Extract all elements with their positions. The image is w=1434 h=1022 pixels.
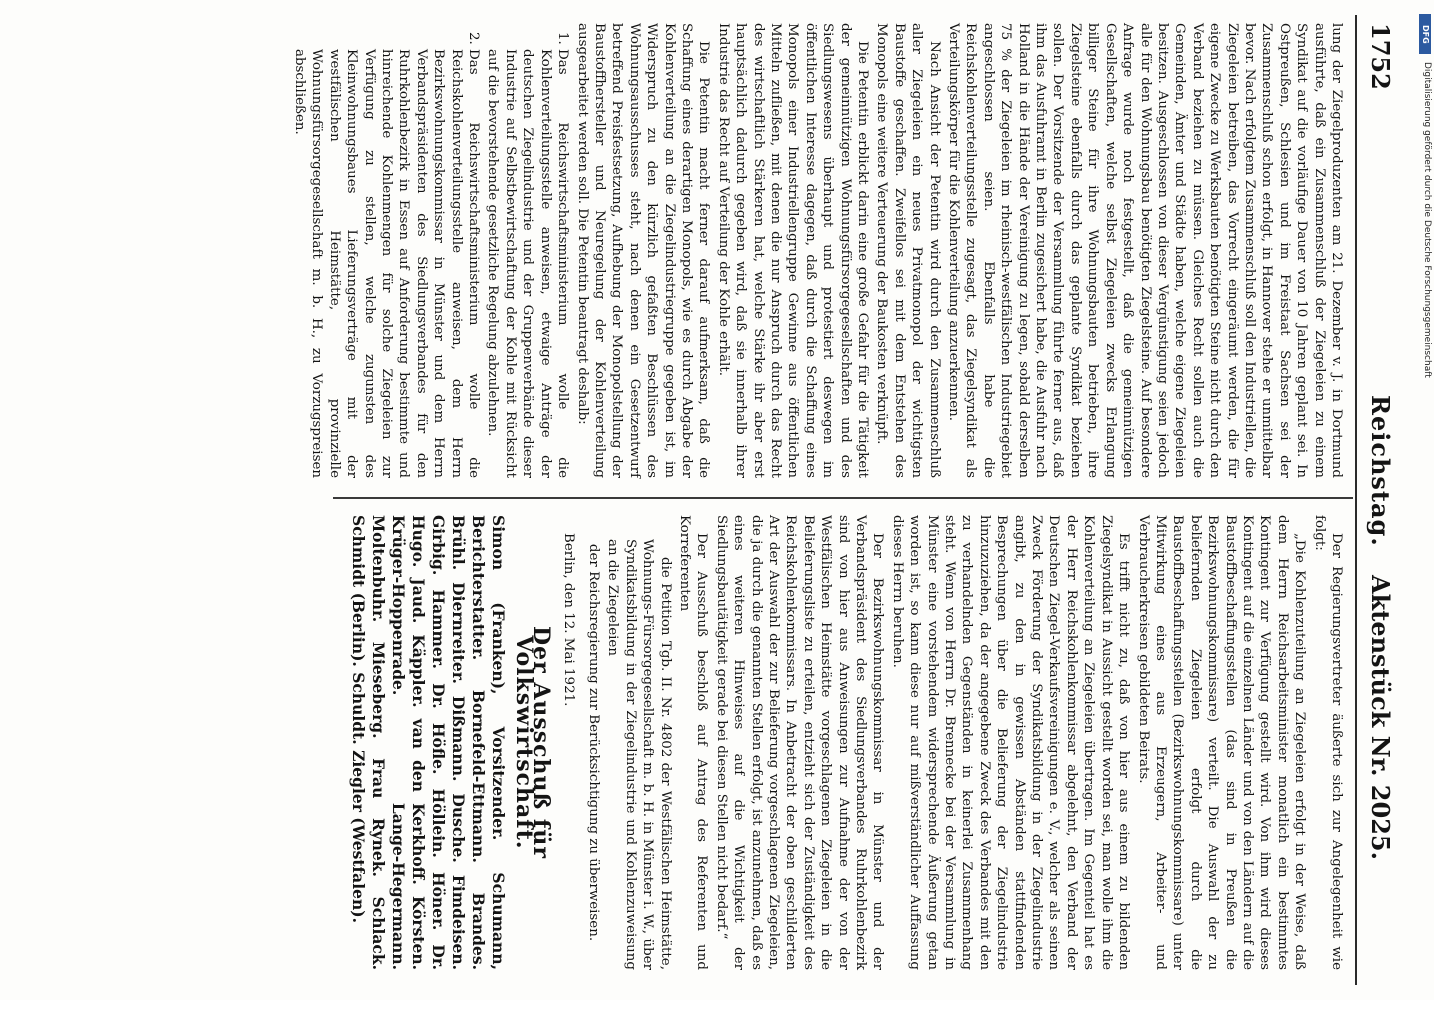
document-number: Aktenstück Nr. 2025.	[1366, 575, 1395, 860]
resolution-end: der Reichsregierung zur Berücksichtigung zu überweisen.	[585, 543, 601, 942]
header-title: Reichstag.	[1366, 395, 1395, 547]
dfg-logo: DFG	[1419, 14, 1431, 54]
request-list	[291, 23, 572, 478]
column-divider	[333, 497, 1353, 499]
header-rule	[1355, 15, 1357, 985]
paragraph: lung der Ziegelproduzenten am 21. Dezember v. J. in Dortmund ausführte, daß ein Zusammenschluß der Ziegeleien zu einem Syndikat auf die vorläufige Dauer von 10 Jahren geplant sei. In Ostpreußen, Schlesien und im Freistaat Sachsen sei der Zusammenschluß schon erfolgt, in Hannover stehe er unmittelbar bevor. Nach erfolgtem Zusammenschluß soll den Industriellen, die Ziegeleien betreiben, das Vorrecht eingeräumt werden, die für eigene Zwecke zu Werksbauten benötigten Steine nicht durch den Verband beziehen zu müssen. Gleiches Recht sollen auch die Gemeinden, Ämter und Städte haben, welche eigene Ziegeleien besitzen. Ausgeschlossen von dieser Vergünstigung seien jedoch alle für den Wohnungsbau benötigten Ziegelsteine. Auf besondere Anfrage wurde noch festgestellt, daß die gemeinnützigen Gesellschaften, welche selbst Ziegeleien zwecks Erlangung billiger Steine für ihre Wohnungsbauten betrieben, ihre Ziegelsteine ebenfalls durch das geplante Syndikat beziehen sollen. Der Vorsitzende der Versammlung führte ferner aus, daß ihm das Ausfuhramt in Berlin zugesichert habe, die Ausfuhr nach Holland in die Hände der Vereinigung zu legen, sobald derselben 75 % der Ziegeleien im rheinisch-westfälischen Industriegebiet angeschlossen seien. Ebenfalls habe die Reichskohlenverteilungsstelle zugesagt, das Ziegelsyndikat als Verteilungskörper für die Kohlenverteilung anzuerkennen.	[946, 23, 1344, 478]
left-column	[289, 23, 1345, 478]
date-line: Berlin, den 12. Mai 1921.	[560, 533, 576, 707]
resolution-text: die Petition Tgb. II. Nr. 4802 der Westfälischen Heimstätte, Wohnungs-Fürsorgegesellschaft m. b. H. in Münster i. W., über Syndikatsbildung in der Ziegelindustrie und Kohlenzuweisung an die Ziegeleien	[605, 539, 673, 970]
paragraph: Der Regierungsvertreter äußerte sich zur Angelegenheit wie folgt:	[1311, 515, 1344, 970]
paragraph: Der Ausschuß beschloß auf Antrag des Referenten und Korreferenten	[676, 515, 710, 970]
rotated-document-page	[25, 15, 1405, 985]
digitization-credit	[1418, 14, 1432, 974]
request-item: 1. Das Reichswirtschaftsministerium wolle die Kohlenverteilungsstelle anweisen, etwaige Anträge der deutschen Ziegelindustrie und der Gruppenverbände dieser Industrie auf Selbstbewirtschaftung der Kohle mit Rücksicht auf die bevorstehende gesetzliche Regelung abzulehnen.	[484, 49, 571, 478]
credit-text: Digitalisierung gefördert durch die Deutsche Forschungsgemeinschaft	[1422, 62, 1432, 378]
page-header	[1349, 15, 1405, 985]
paragraph: Die Petentin macht ferner darauf aufmerksam, daß die Schaffung eines derartigen Monopols, wie es durch Abgabe der Kohlenverteilung an die Ziegelindustriegruppe gegeben ist, im Widerspruch zu den kürzlich gefaßten Beschlüssen des Wohnungsausschusses steht, nach denen ein Gesetzentwurf betreffend Preisfestsetzung, Aufhebung der Monopolstellung der Baustoffhersteller und Neuregelung der Kohlenverteilung ausgearbeitet werden soll. Die Petentin beantragt deshalb:	[574, 23, 712, 478]
paragraph: Die Petentin erblickt darin eine große Gefahr für die Tätigkeit der gemeinnützigen Wohnungsfürsorgegesellschaften und des Siedlungswesens überhaupt und protestiert deswegen im öffentlichen Interesse dagegen, daß durch die Schaffung eines Monopols einer Industriellengruppe Gewinne aus öffentlichen Mitteln zufließen, mit denen die nur Anspruch durch das Recht des wirtschaftlich Stärkeren hat, welche Stärke ihr aber erst hauptsächlich dadurch gegeben wird, daß sie innerhalb ihrer Industrie das Recht auf Verteilung der Kohle erhält.	[715, 23, 871, 478]
committee-heading: Der Ausschuß für Volkswirtschaft.	[510, 626, 555, 859]
request-item: 2. Das Reichswirtschaftsministerium wolle die Reichskohlenverteilungsstelle anweisen, dem Herrn Bezirkswohnungskommissar in Münster und dem Herrn Verbandspräsidenten des Siedlungsverbandes für den Ruhrkohlenbezirk in Essen auf Anforderung bestimmte und hinreichende Kohlenmengen für solche Ziegeleien zur Verfügung zu stellen, welche zugunsten des Kleinwohnungsbaues Lieferungsverträge mit der westfälischen Heimstätte, provinzielle Wohnungsfürsorgegesellschaft m. b. H., zu Vorzugspreisen abschließen.	[291, 49, 482, 478]
committee-members: Simon (Franken), Vorsitzender. Schumann, Berichterstatter. Bornefeld-Ettmann. Brandes. Brühl. Diernreiter. Dißmann. Dusche. Fimdeisen. Girbig. Hammer. Dr. Höfle. Höllein. Höner. Dr. Hugo. Jaud. Käppler. van den Kerkhoff. Körsten. Krüger-Hoppenrade. Lange-Hegermann. Moltenbuhr. Mieseberg. Frau Rynek. Schlack. Schmidt (Berlin). Schuldt. Ziegler (Westfalen).	[349, 515, 509, 970]
paragraph: „Die Kohlenzuteilung an Ziegeleien erfolgt in der Weise, daß dem Herrn Reichsarbeitsminister monatlich ein bestimmtes Kontingent zur Verfügung gestellt wird. Von ihm wird dieses Kontingent auf die einzelnen Länder und von den Ländern auf die Baustoffbeschaffungsstellen (das sind in Preußen die Bezirkswohnungskommissare) verteilt. Die Auswahl der zu beliefernden Ziegeleien erfolgt durch die Baustoffbeschaffungsstellen (Bezirkswohnungskommissare) unter Mitwirkung eines aus Erzeugern, Arbeiter- und Verbraucherkreisen gebildeten Beirats.	[1135, 515, 1308, 970]
page-number: 1752	[1366, 23, 1395, 90]
right-column	[348, 515, 1345, 970]
paragraph: Der Bezirkswohnungskommissar in Münster und der Verbandspräsident des Siedlungsverbandes Ruhrkohlenbezirk sind von hier aus Anweisungen zur Aufnahme der von der Westfälischen Heimstätte vorgeschlagenen Ziegeleien in die Belieferungsliste zu erteilen, entzieht sich der Zuständigkeit des Reichskohlenkommissars. In Anbetracht der oben geschilderten Art der Auswahl der zur Belieferung vorgeschlagenen Ziegeleien, die ja durch die genannten Stellen erfolgt, ist anzunehmen, daß es eines weiteren Hinweises auf die Wichtigkeit der Siedlungsbautätigkeit gerade bei diesen Stellen nicht bedarf.“	[713, 515, 886, 970]
paragraph: Es trifft nicht zu, daß von hier aus einem zu bildenden Ziegelsyndikat in Aussicht gestellt worden sei, man wolle ihm die Kohlenverteilung an Ziegeleien übertragen. Im Gegenteil hat es der Herr Reichskohlenkommissar abgelehnt, den Verband der Deutschen Ziegel-Verkaufsvereinigungen e. V., welcher als seinen Zweck Förderung der Syndikatsbildung in der Ziegelindustrie angibt, zu den in gewissen Abständen stattfindenden Besprechungen über die Belieferung der Ziegelindustrie hinzuzuziehen, da der angegebene Zweck des Verbandes mit den zu verhandelnden Gegenständen in keinerlei Zusammenhang steht. Wenn von Herrn Dr. Brennecke bei der Versammlung in Münster eine vorstehendem widersprechende Äußerung getan worden ist, so kann diese nur auf mißverständlicher Auffassung dieses Herrn beruhen.	[889, 515, 1132, 970]
paragraph: Nach Ansicht der Petentin wird durch den Zusammenschluß aller Ziegeleien ein neues Privatmonopol der wichtigsten Baustoffe geschaffen. Zweifellos sei mit dem Entstehen des Monopols eine weitere Verteuerung der Baukosten verknüpft.	[874, 23, 942, 478]
